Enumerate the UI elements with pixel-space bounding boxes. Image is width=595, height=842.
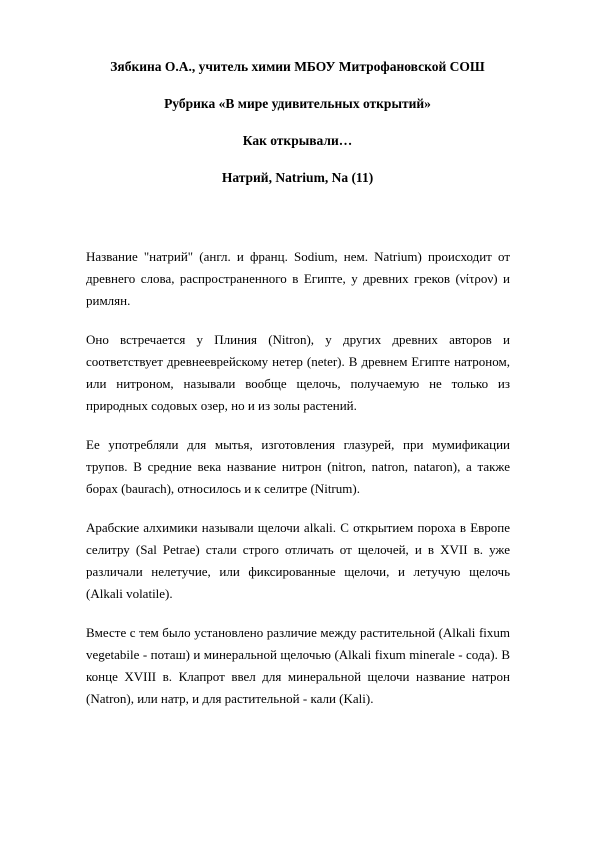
author-line: Зябкина О.А., учитель химии МБОУ Митрофановской СОШ — [110, 59, 485, 74]
paragraph: Название "натрий" (англ. и франц. Sodium, нем. Natrium) происходит от древнего слова, распространенного в Египте, у древних греков (νίτρον) и римлян. — [86, 249, 510, 308]
paragraph: Вместе с тем было установлено различие между растительной (Alkali fixum vegetabile - поташ) и минеральной щелочью (Alkali fixum minerale - сода). В конце XVIII в. Клапрот ввел для минеральной щелочи название натрон (Natron), или натр, и для растительной - кали (Kali). — [86, 625, 510, 706]
element-title: Натрий, Natrium, Na (11) — [221, 170, 374, 185]
paragraph: Оно встречается у Плиния (Nitron), у других древних авторов и соответствует древнееврейскому нетер (neter). В древнем Египте натроном, или нитроном, называли вообще щелочь, получаемую не только из природных содовых озер, но и из золы растений. — [86, 332, 510, 413]
rubric-title: Рубрика «В мире удивительных открытий» — [164, 96, 431, 111]
paragraph: Ее употребляли для мытья, изготовления глазурей, при мумификации трупов. В средние века название нитрон (nitron, natron, nataron), а также борах (baurach), относилось и к селитре (Nitrum). — [86, 437, 510, 496]
section-title: Как открывали… — [242, 133, 353, 148]
paragraph: Арабские алхимики называли щелочи alkali. С открытием пороха в Европе селитру (Sal Petrae) стали строго отличать от щелочей, и в XVII в. уже различали нелетучие, или фиксированные щелочи, и летучую щелочь (Alkali volatile). — [86, 520, 510, 601]
article-body — [86, 246, 510, 727]
